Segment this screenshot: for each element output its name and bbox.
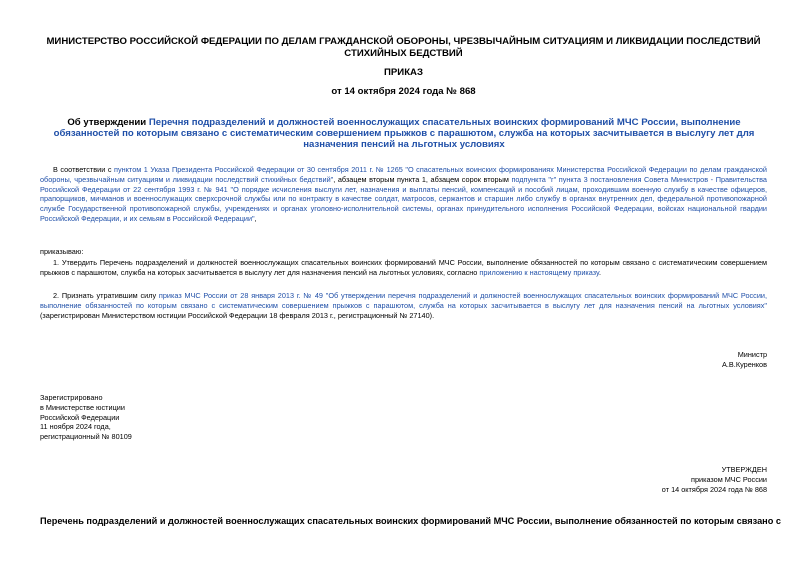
registration-line: Зарегистрировано [40,393,103,402]
repealed-order-link[interactable]: приказ МЧС России от 28 января 2013 г. № 49 "Об утверждении перечня подразделений и должностей военнослужащих спасательных воинских формирований МЧС России, выполнение обязанностей по которым связано с систематическим совершением прыжков с парашютом, служба на которых засчитывается в выслугу лет для назначения пенсий на льготных условиях" [40,291,768,310]
approval-block [662,465,767,494]
subject-prefix: Об утверждении [67,117,149,128]
item-2-end: (зарегистрирован Министерством юстиции Российской Федерации 18 февраля 2013 г., регистрационный № 27140). [40,310,435,320]
order-title: ПРИКАЗ [384,67,423,78]
decree-link[interactable]: пунктом 1 Указа Президента Российской Федерации от 30 сентября 2011 г. № 1265 "О спасательных воинских формированиях Министерства Российской Федерации по делам гражданской обороны, чрезвычайным ситуациям и ликвидации последствий стихийных бедствий" [40,165,768,184]
signature-title: Министр [737,350,767,359]
approval-line: приказом МЧС России [691,474,767,484]
preamble-paragraph [40,165,767,224]
registration-line: Российской Федерации [40,412,120,422]
item-2-lead: 2. Признать утратившим силу [53,291,157,300]
ministry-heading: МИНИСТЕРСТВО РОССИЙСКОЙ ФЕДЕРАЦИИ ПО ДЕЛАМ ГРАЖДАНСКОЙ ОБОРОНЫ, ЧРЕЗВЫЧАЙНЫМ СИТУАЦИЯМ И ЛИКВИДАЦИИ ПОСЛЕДСТВИЙ СТИХИЙНЫХ БЕДСТВИЙ [46,36,761,59]
order-subject [48,117,760,150]
preamble-end: , [254,213,257,223]
preamble-lead: В соответствии с [53,165,115,174]
registration-line: регистрационный № 80109 [40,432,132,442]
item-1-paragraph [40,258,767,278]
resolution-link[interactable]: подпункта "г" пункта 3 постановления Совета Министров - Правительства Российской Федерации от 22 сентября 1993 г. № 941 "О порядке исчисления выслуги лет, назначения и выплаты пенсий, компенсаций и пособий лицам, проходившим военную службу в качестве офицеров, прапорщиков, мичманов и военнослужащих сверхсрочной службы или по контракту в качестве солдат, матросов, сержантов и старшин либо службу в органах внутренних дел, федеральной противопожарной службе Государственной противопожарной службы, учреждениях и органах уголовно-исполнительной системы, органах принудительного исполнения Российской Федерации, войсках национальной гвардии Российской Федерации, и их семьям в Российской Федерации" [40,174,767,223]
approval-line: УТВЕРЖДЕН [721,465,767,474]
subject-link[interactable]: Перечня подразделений и должностей военнослужащих спасательных воинских формирований МЧС России, выполнение обязанностей по которым связано с систематическим совершением прыжков с парашютом, служба на которых засчитывается в выслугу лет для назначения пенсий на льготных условиях [53,117,755,150]
item-2-paragraph [40,291,767,320]
registration-line: в Министерстве юстиции [40,402,125,412]
order-word: приказываю: [40,247,84,256]
list-title: Перечень подразделений и должностей военнослужащих спасательных воинских формирований МЧС России, выполнение обязанностей по которым связано с [40,516,781,526]
signature-name: А.В.Куренков [722,359,767,369]
registration-block [40,393,132,442]
appendix-link[interactable]: приложению к настоящему приказу [479,267,599,277]
order-date: от 14 октября 2024 года № 868 [331,86,476,97]
item-1-text: 1. Утвердить Перечень подразделений и должностей военнослужащих спасательных воинских формирований МЧС России, выполнение обязанностей по которым связано с систематическим совершением прыжков с парашютом, служба на которых засчитывается в выслугу лет для назначения пенсий на льготных условиях, согласно [40,258,767,277]
item-1-end: . [598,267,601,277]
preamble-mid: , абзацем вторым пункта 1, абзацем сорок вторым [333,174,512,184]
registration-line: 11 ноября 2024 года, [40,422,111,432]
approval-line: от 14 октября 2024 года № 868 [661,484,767,494]
signature-block [722,350,767,370]
